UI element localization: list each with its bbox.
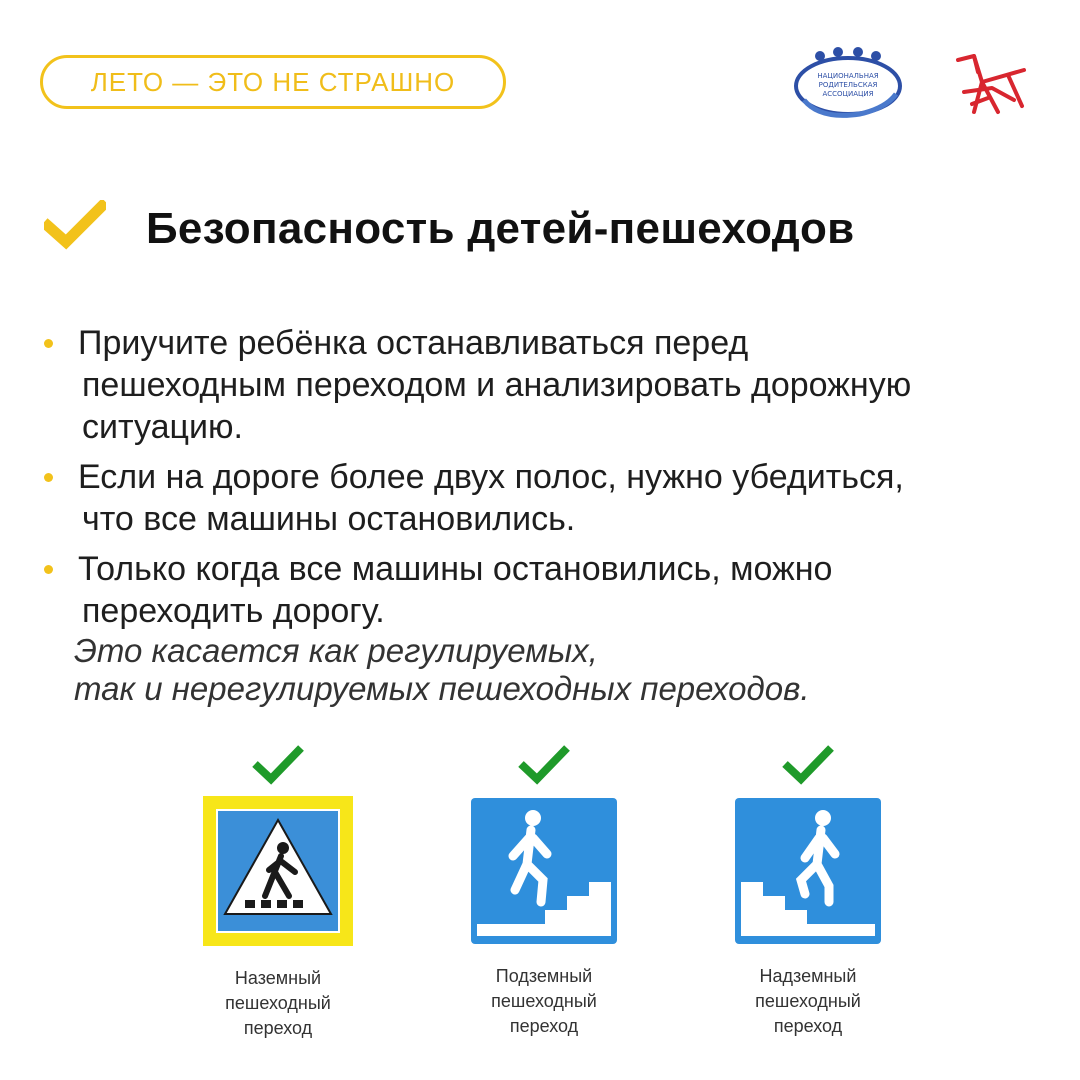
list-item — [44, 322, 1064, 448]
logo-line-1: НАЦИОНАЛЬНАЯ — [817, 72, 879, 80]
bullet-dot-icon — [44, 565, 53, 574]
campaign-badge-text: ЛЕТО — ЭТО НЕ СТРАШНО — [90, 66, 456, 97]
caption-line: переход — [243, 1018, 313, 1038]
bullet-line: переходить дорогу. — [82, 592, 385, 630]
overhead-crossing-sign-icon — [735, 798, 881, 944]
caption-line: Наземный — [234, 968, 322, 988]
italic-note: так и нерегулируемых пешеходных переходов. — [74, 670, 810, 707]
caption-line: пешеходный — [491, 991, 597, 1011]
sign-caption — [708, 964, 908, 1039]
caption-line: переход — [509, 1016, 579, 1036]
list-item — [44, 456, 1064, 540]
bullet-line: Только когда все машины остановились, можно — [78, 550, 833, 588]
list-item — [44, 548, 1064, 708]
sign-underground-crossing — [444, 742, 644, 1039]
bullet-dot-icon — [44, 339, 53, 348]
bullet-line: ситуацию. — [82, 408, 243, 446]
sign-caption — [444, 964, 644, 1039]
green-check-icon — [250, 742, 306, 788]
tips-list — [44, 322, 1064, 716]
logo-line-3: АССОЦИАЦИЯ — [822, 90, 874, 98]
sign-ground-crossing — [178, 742, 378, 1041]
italic-note: Это касается как регулируемых, — [74, 632, 598, 669]
bullet-line: что все машины остановились. — [82, 500, 576, 538]
parents-association-logo — [790, 44, 906, 122]
chair-logo-icon — [952, 52, 1036, 118]
sign-overhead-crossing — [708, 742, 908, 1039]
green-check-icon — [780, 742, 836, 788]
bullet-line: Приучите ребёнка останавливаться перед — [78, 324, 749, 362]
underground-crossing-sign-icon — [471, 798, 617, 944]
green-check-icon — [516, 742, 572, 788]
bullet-dot-icon — [44, 473, 53, 482]
caption-line: пешеходный — [225, 993, 331, 1013]
caption-line: Подземный — [495, 966, 593, 986]
yellow-check-icon — [44, 200, 106, 250]
bullet-line: пешеходным переходом и анализировать дорожную — [82, 366, 912, 404]
crosswalk-sign-icon — [203, 796, 353, 946]
campaign-badge — [40, 55, 506, 109]
bullet-line: Если на дороге более двух полос, нужно убедиться, — [78, 458, 904, 496]
logo-line-2: РОДИТЕЛЬСКАЯ — [818, 81, 878, 89]
caption-line: переход — [773, 1016, 843, 1036]
page-title: Безопасность детей-пешеходов — [146, 204, 855, 253]
caption-line: пешеходный — [755, 991, 861, 1011]
caption-line: Надземный — [759, 966, 857, 986]
sign-caption — [178, 966, 378, 1041]
